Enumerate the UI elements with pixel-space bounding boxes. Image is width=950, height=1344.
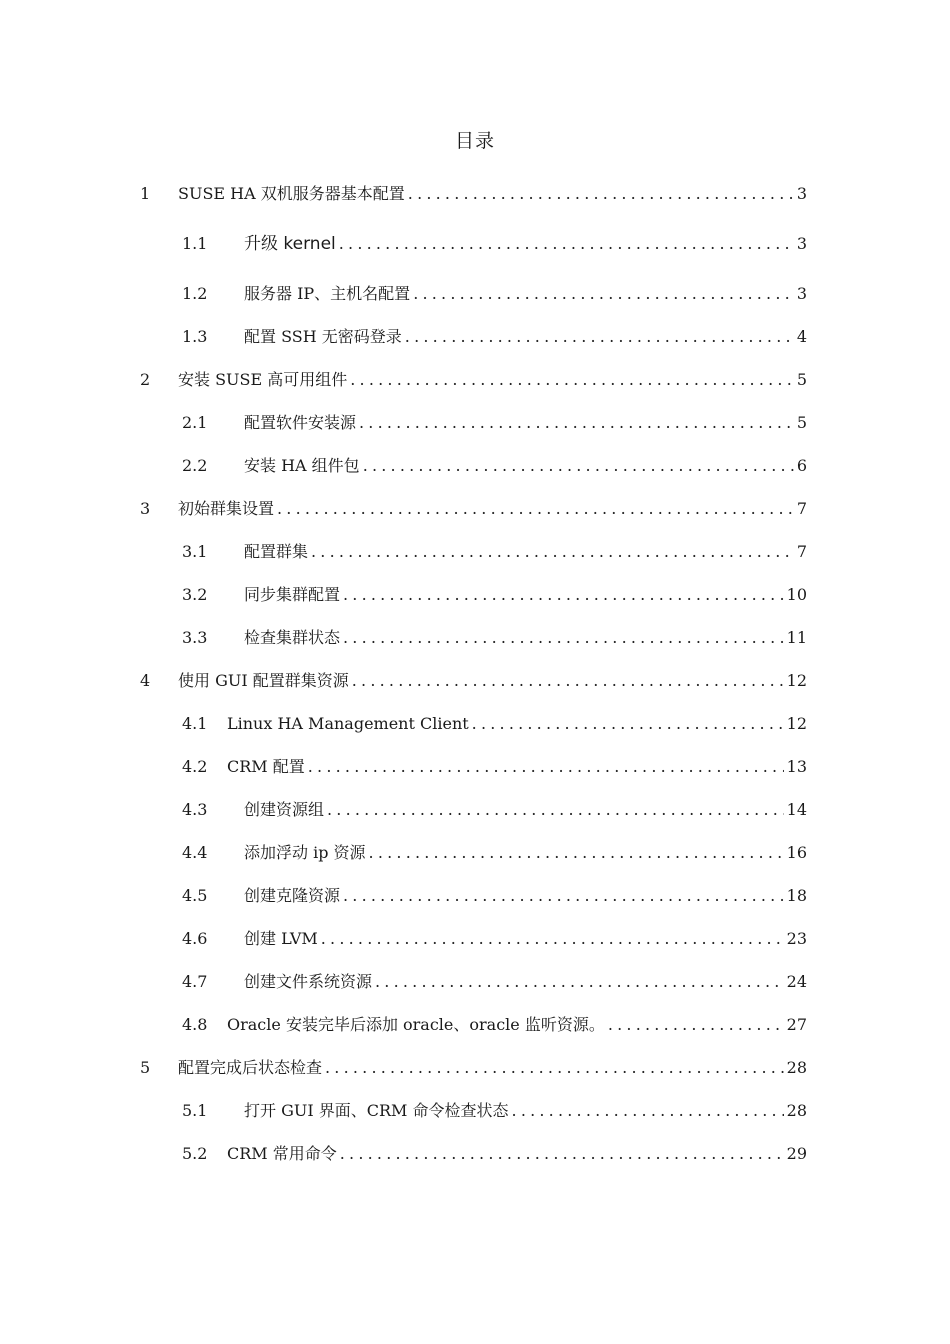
toc-entry-page: 27 <box>786 1015 807 1034</box>
toc-entry-text: SUSE HA 双机服务器基本配置 <box>178 184 405 203</box>
toc-entry-page: 5 <box>796 413 807 432</box>
dot-leader <box>352 671 784 691</box>
toc-entry-number: 3.2 <box>182 585 208 604</box>
dot-leader <box>340 1144 784 1164</box>
toc-entry-number: 4.6 <box>182 929 208 948</box>
toc-entry-text: 升级 kernel <box>244 234 336 254</box>
toc-entry[interactable] <box>140 796 807 820</box>
toc-entry[interactable] <box>140 839 807 863</box>
toc-entry[interactable] <box>140 581 807 605</box>
toc-entry-text: 添加浮动 ip 资源 <box>244 843 366 862</box>
dot-leader <box>413 284 794 304</box>
toc-entry-number: 1 <box>140 184 151 203</box>
dot-leader <box>472 714 784 734</box>
toc-entry-page: 4 <box>796 327 807 346</box>
toc-entry[interactable] <box>140 667 807 691</box>
dot-leader <box>277 499 794 519</box>
toc-entry[interactable] <box>140 452 807 476</box>
toc-entry-page: 11 <box>786 628 807 647</box>
toc-entry-text: CRM 配置 <box>227 757 305 776</box>
toc-entry-number: 3.3 <box>182 628 208 647</box>
toc-entry-text: 配置群集 <box>244 542 309 561</box>
toc-entry[interactable] <box>140 1011 807 1035</box>
toc-entry-page: 28 <box>786 1058 807 1077</box>
toc-entry[interactable] <box>140 925 807 949</box>
toc-entry-page: 24 <box>786 972 807 991</box>
toc-entry-page: 14 <box>786 800 807 819</box>
toc-entry[interactable] <box>140 230 807 254</box>
toc-entry[interactable] <box>140 409 807 433</box>
toc-entry-page: 12 <box>786 671 807 690</box>
toc-entry[interactable] <box>140 366 807 390</box>
toc-entry-text: Linux HA Management Client <box>227 714 469 733</box>
toc-entry-page: 3 <box>796 234 807 253</box>
toc-entry-number: 5.2 <box>182 1144 208 1163</box>
toc-entry-page: 16 <box>786 843 807 862</box>
toc-entry[interactable] <box>140 882 807 906</box>
dot-leader <box>608 1015 784 1035</box>
toc-entry-number: 2 <box>140 370 151 389</box>
dot-leader <box>339 234 794 254</box>
toc-entry-number: 1.2 <box>182 284 208 303</box>
toc-entry-number: 5 <box>140 1058 151 1077</box>
toc-entry-page: 28 <box>786 1101 807 1120</box>
toc-entry-number: 2.1 <box>182 413 208 432</box>
toc-entry-text: 初始群集设置 <box>178 499 275 518</box>
toc-entry[interactable] <box>140 968 807 992</box>
toc-entry-page: 7 <box>796 499 807 518</box>
toc-entry-text: 创建文件系统资源 <box>244 972 373 991</box>
dot-leader <box>308 757 784 777</box>
toc-entry-page: 13 <box>786 757 807 776</box>
toc-entry-number: 3 <box>140 499 151 518</box>
dot-leader <box>321 929 784 949</box>
toc-entry-page: 23 <box>786 929 807 948</box>
toc-entry-number: 4.2 <box>182 757 208 776</box>
toc-entry-number: 1.1 <box>182 234 208 253</box>
toc-entry-text: 安装 SUSE 高可用组件 <box>178 370 348 389</box>
dot-leader <box>343 628 784 648</box>
toc-entry-text: 同步集群配置 <box>244 585 341 604</box>
dot-leader <box>369 843 784 863</box>
dot-leader <box>311 542 794 562</box>
dot-leader <box>343 585 784 605</box>
toc-entry[interactable] <box>140 624 807 648</box>
toc-entry-text: Oracle 安装完毕后添加 oracle、oracle 监听资源。 <box>227 1015 605 1034</box>
toc-entry-text: 配置软件安装源 <box>244 413 357 432</box>
toc-entry-page: 18 <box>786 886 807 905</box>
dot-leader <box>325 1058 784 1078</box>
toc-entry-page: 6 <box>796 456 807 475</box>
dot-leader <box>405 327 794 347</box>
toc-entry-number: 4.4 <box>182 843 208 862</box>
dot-leader <box>512 1101 784 1121</box>
toc-entry[interactable] <box>140 180 807 204</box>
toc-entry-text: 使用 GUI 配置群集资源 <box>178 671 349 690</box>
toc-entry-text: 创建 LVM <box>244 929 318 948</box>
toc-entry-number: 4.1 <box>182 714 208 733</box>
toc-entry-text: 创建资源组 <box>244 800 325 819</box>
dot-leader <box>350 370 794 390</box>
dot-leader <box>343 886 784 906</box>
toc-entry-page: 29 <box>786 1144 807 1163</box>
toc-entry-text: 配置 SSH 无密码登录 <box>244 327 402 346</box>
toc-entry-page: 3 <box>796 184 807 203</box>
toc-entry[interactable] <box>140 1140 807 1164</box>
toc-entry[interactable] <box>140 1054 807 1078</box>
toc-entry-number: 4 <box>140 671 151 690</box>
toc-entry[interactable] <box>140 323 807 347</box>
dot-leader <box>327 800 784 820</box>
toc-entry-page: 10 <box>786 585 807 604</box>
toc-entry-number: 5.1 <box>182 1101 208 1120</box>
toc-entry-page: 3 <box>796 284 807 303</box>
toc-entry-text: 检查集群状态 <box>244 628 341 647</box>
toc-entry-text: 配置完成后状态检查 <box>178 1058 323 1077</box>
toc-entry-number: 4.7 <box>182 972 208 991</box>
toc-entry-number: 4.3 <box>182 800 208 819</box>
toc-entry[interactable] <box>140 495 807 519</box>
toc-entry-number: 4.5 <box>182 886 208 905</box>
toc-entry-number: 4.8 <box>182 1015 208 1034</box>
toc-entry-text: CRM 常用命令 <box>227 1144 337 1163</box>
dot-leader <box>408 184 794 204</box>
dot-leader <box>359 413 794 433</box>
toc-entry-page: 7 <box>796 542 807 561</box>
toc-entry-page: 5 <box>796 370 807 389</box>
toc-entry[interactable] <box>140 280 807 304</box>
toc-title: 目录 <box>454 130 495 152</box>
toc-entry-page: 12 <box>786 714 807 733</box>
toc-entry-number: 2.2 <box>182 456 208 475</box>
toc-entry-number: 1.3 <box>182 327 208 346</box>
toc-entry[interactable] <box>140 538 807 562</box>
toc-entry[interactable] <box>140 710 807 734</box>
toc-entry-text: 安装 HA 组件包 <box>244 456 360 475</box>
toc-entry-text: 打开 GUI 界面、CRM 命令检查状态 <box>244 1101 509 1120</box>
dot-leader <box>375 972 784 992</box>
toc-entry-text: 服务器 IP、主机名配置 <box>244 284 411 303</box>
toc-entry-number: 3.1 <box>182 542 208 561</box>
dot-leader <box>363 456 794 476</box>
toc-entry[interactable] <box>140 753 807 777</box>
toc-entry-text: 创建克隆资源 <box>244 886 341 905</box>
toc-entry[interactable] <box>140 1097 807 1121</box>
